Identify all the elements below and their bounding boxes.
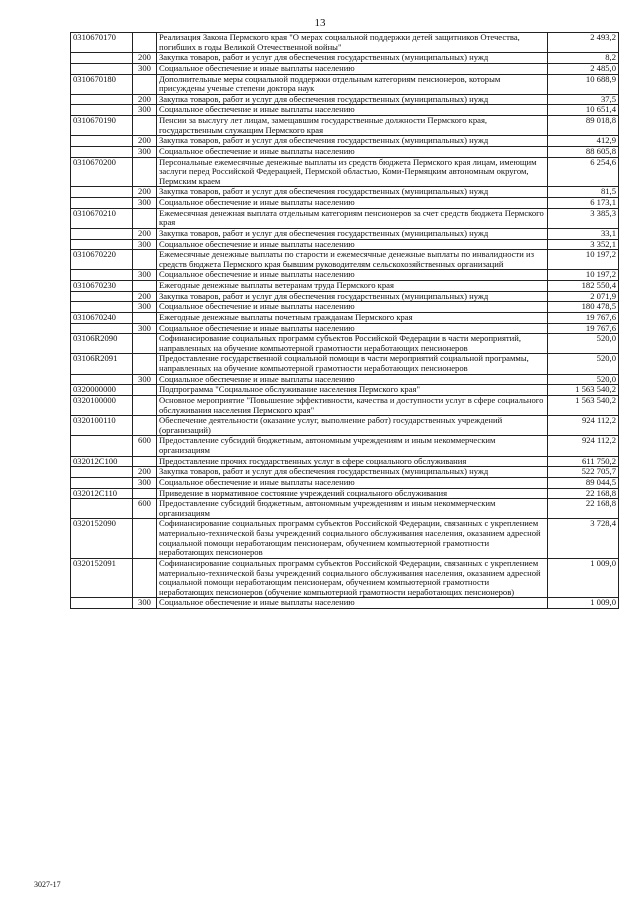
row-type-cell [133,334,157,354]
row-name-cell: Социальное обеспечение и иные выплаты населению [157,198,548,209]
row-sum-cell: 6 254,6 [548,157,619,187]
row-code-cell: 03106R2091 [71,354,133,374]
row-sum-cell: 22 168,8 [548,488,619,499]
table-row [71,456,619,467]
row-sum-cell: 10 197,2 [548,270,619,281]
row-type-cell: 300 [133,63,157,74]
row-name-cell: Предоставление субсидий бюджетным, автономным учреждениям и иным некоммерческим организациям [157,499,548,519]
row-name-cell: Софинансирование социальных программ субъектов Российской Федерации, связанных с укреплением материально-технической базы учреждений социального обслуживания населения, оказанием адресной социальной помощи неработающим пенсионерам, обучением компьютерной грамотности неработающих пенсионеров (обучение компьютерной грамотности неработающих пенсионеров) [157,558,548,598]
row-name-cell: Социальное обеспечение и иные выплаты населению [157,63,548,74]
table-row [71,281,619,292]
row-code-cell [71,499,133,519]
table-row [71,136,619,147]
table-row [71,354,619,374]
row-type-cell: 600 [133,436,157,456]
row-name-cell: Социальное обеспечение и иные выплаты населению [157,374,548,385]
row-sum-cell: 37,5 [548,94,619,105]
row-code-cell [71,323,133,334]
row-code-cell: 0310670170 [71,33,133,53]
row-sum-cell: 6 173,1 [548,198,619,209]
table-row [71,157,619,187]
row-sum-cell: 924 112,2 [548,436,619,456]
table-row [71,416,619,436]
row-type-cell [133,395,157,415]
row-name-cell: Социальное обеспечение и иные выплаты населению [157,477,548,488]
row-type-cell: 300 [133,198,157,209]
row-type-cell [133,116,157,136]
row-type-cell [133,354,157,374]
table-row [71,74,619,94]
table-row [71,63,619,74]
row-code-cell: 0310670230 [71,281,133,292]
row-type-cell: 300 [133,302,157,313]
row-name-cell: Закупка товаров, работ и услуг для обеспечения государственных (муниципальных) нужд [157,291,548,302]
row-type-cell: 300 [133,146,157,157]
row-type-cell: 200 [133,291,157,302]
row-name-cell: Социальное обеспечение и иные выплаты населению [157,239,548,250]
row-type-cell: 200 [133,228,157,239]
row-sum-cell: 3 352,1 [548,239,619,250]
row-sum-cell: 33,1 [548,228,619,239]
row-name-cell: Предоставление прочих государственных услуг в сфере социального обслуживания [157,456,548,467]
table-row [71,374,619,385]
row-type-cell [133,33,157,53]
row-code-cell: 0320152090 [71,519,133,559]
table-row [71,208,619,228]
row-type-cell: 300 [133,105,157,116]
table-row [71,467,619,478]
table-row [71,33,619,53]
page-number: 13 [314,17,326,29]
row-sum-cell: 88 605,8 [548,146,619,157]
row-type-cell: 300 [133,598,157,609]
row-type-cell: 300 [133,270,157,281]
row-type-cell: 600 [133,499,157,519]
row-sum-cell: 180 478,5 [548,302,619,313]
row-code-cell: 0310670200 [71,157,133,187]
row-name-cell: Закупка товаров, работ и услуг для обеспечения государственных (муниципальных) нужд [157,187,548,198]
row-name-cell: Закупка товаров, работ и услуг для обеспечения государственных (муниципальных) нужд [157,228,548,239]
row-code-cell [71,187,133,198]
table-row [71,312,619,323]
row-type-cell: 200 [133,53,157,64]
row-name-cell: Реализация Закона Пермского края "О мерах социальной поддержки детей защитников Отечества, погибших в годы Великой Отечественной войны" [157,33,548,53]
row-sum-cell: 1 563 540,2 [548,385,619,396]
table-row [71,598,619,609]
row-type-cell [133,250,157,270]
row-code-cell [71,477,133,488]
row-name-cell: Социальное обеспечение и иные выплаты населению [157,146,548,157]
row-sum-cell: 611 750,2 [548,456,619,467]
table-row [71,385,619,396]
row-sum-cell: 10 688,9 [548,74,619,94]
row-name-cell: Закупка товаров, работ и услуг для обеспечения государственных (муниципальных) нужд [157,53,548,64]
table-row [71,519,619,559]
row-code-cell [71,239,133,250]
row-code-cell [71,270,133,281]
row-code-cell [71,291,133,302]
row-type-cell: 300 [133,374,157,385]
row-name-cell: Приведение в нормативное состояние учреждений социального обслуживания [157,488,548,499]
row-type-cell [133,281,157,292]
row-type-cell [133,208,157,228]
row-type-cell: 300 [133,239,157,250]
row-sum-cell: 2 071,9 [548,291,619,302]
row-sum-cell: 924 112,2 [548,416,619,436]
row-sum-cell: 1 563 540,2 [548,395,619,415]
row-name-cell: Персональные ежемесячные денежные выплаты из средств бюджета Пермского края лицам, имеющим заслуги перед Российской Федерацией, Пермской областью, Коми-Пермяцким автономным округом, Пермским краем [157,157,548,187]
row-name-cell: Предоставление субсидий бюджетным, автономным учреждениям и иным некоммерческим организациям [157,436,548,456]
budget-table-body [71,33,619,609]
row-type-cell [133,385,157,396]
row-code-cell: 0310670220 [71,250,133,270]
row-name-cell: Ежемесячная денежная выплата отдельным категориям пенсионеров за счет средств бюджета Пермского края [157,208,548,228]
table-row [71,334,619,354]
row-name-cell: Софинансирование социальных программ субъектов Российской Федерации, связанных с укреплением материально-технической базы учреждений социального обслуживания населения, оказанием адресной социальной помощи неработающим пенсионерам, обучением компьютерной грамотности неработающих пенсионеров [157,519,548,559]
row-name-cell: Ежемесячные денежные выплаты по старости и ежемесячные денежные выплаты по инвалидности из средств бюджета Пермского края бывшим руководителям сельскохозяйственных организаций [157,250,548,270]
row-name-cell: Социальное обеспечение и иные выплаты населению [157,302,548,313]
table-row [71,146,619,157]
row-type-cell [133,488,157,499]
table-row [71,291,619,302]
table-row [71,53,619,64]
row-sum-cell: 412,9 [548,136,619,147]
row-code-cell: 03106R2090 [71,334,133,354]
row-sum-cell: 89 018,8 [548,116,619,136]
row-name-cell: Подпрограмма "Социальное обслуживание населения Пермского края" [157,385,548,396]
table-row [71,558,619,598]
row-sum-cell: 2 485,0 [548,63,619,74]
row-code-cell: 0310670210 [71,208,133,228]
row-type-cell: 300 [133,477,157,488]
row-code-cell: 032012С110 [71,488,133,499]
row-name-cell: Социальное обеспечение и иные выплаты населению [157,270,548,281]
row-type-cell [133,456,157,467]
table-row [71,116,619,136]
row-type-cell [133,74,157,94]
table-row [71,436,619,456]
row-type-cell: 200 [133,136,157,147]
row-code-cell: 0310670180 [71,74,133,94]
row-name-cell: Предоставление государственной социальной помощи в части мероприятий социальной программы, направленных на обучение компьютерной грамотности неработающих пенсионеров [157,354,548,374]
budget-table [70,32,619,609]
row-code-cell [71,302,133,313]
row-name-cell: Социальное обеспечение и иные выплаты населению [157,105,548,116]
row-name-cell: Социальное обеспечение и иные выплаты населению [157,323,548,334]
row-code-cell [71,146,133,157]
row-code-cell [71,228,133,239]
row-sum-cell: 3 385,3 [548,208,619,228]
row-code-cell: 0310670240 [71,312,133,323]
row-code-cell [71,94,133,105]
row-type-cell [133,519,157,559]
row-sum-cell: 1 009,0 [548,598,619,609]
row-sum-cell: 10 197,2 [548,250,619,270]
footer-code: 3027-17 [34,880,61,889]
row-code-cell [71,53,133,64]
table-row [71,187,619,198]
row-code-cell [71,63,133,74]
row-type-cell [133,157,157,187]
table-row [71,239,619,250]
row-code-cell [71,598,133,609]
table-row [71,302,619,313]
row-type-cell: 200 [133,94,157,105]
row-sum-cell: 89 044,5 [548,477,619,488]
row-name-cell: Закупка товаров, работ и услуг для обеспечения государственных (муниципальных) нужд [157,136,548,147]
row-code-cell: 032012С100 [71,456,133,467]
row-code-cell [71,136,133,147]
table-row [71,488,619,499]
table-row [71,477,619,488]
row-type-cell: 300 [133,323,157,334]
row-sum-cell: 1 009,0 [548,558,619,598]
row-sum-cell: 8,2 [548,53,619,64]
row-name-cell: Обеспечение деятельности (оказание услуг, выполнение работ) государственных учреждений (организаций) [157,416,548,436]
row-code-cell: 0320152091 [71,558,133,598]
table-row [71,323,619,334]
row-code-cell: 0320000000 [71,385,133,396]
row-type-cell [133,416,157,436]
table-row [71,94,619,105]
row-sum-cell: 182 550,4 [548,281,619,292]
table-row [71,270,619,281]
row-sum-cell: 10 651,4 [548,105,619,116]
row-sum-cell: 520,0 [548,374,619,385]
row-code-cell [71,467,133,478]
row-sum-cell: 2 493,2 [548,33,619,53]
row-type-cell [133,558,157,598]
row-sum-cell: 19 767,6 [548,312,619,323]
row-sum-cell: 520,0 [548,354,619,374]
row-name-cell: Дополнительные меры социальной поддержки отдельным категориям пенсионеров, которым присуждены ученые степени доктора наук [157,74,548,94]
row-code-cell: 0320100110 [71,416,133,436]
row-sum-cell: 81,5 [548,187,619,198]
row-type-cell: 200 [133,467,157,478]
row-type-cell [133,312,157,323]
table-row [71,228,619,239]
row-name-cell: Ежегодные денежные выплаты почетным гражданам Пермского края [157,312,548,323]
row-sum-cell: 22 168,8 [548,499,619,519]
row-sum-cell: 520,0 [548,334,619,354]
row-code-cell [71,374,133,385]
row-code-cell: 0320100000 [71,395,133,415]
table-row [71,198,619,209]
table-row [71,250,619,270]
row-code-cell: 0310670190 [71,116,133,136]
row-sum-cell: 522 705,7 [548,467,619,478]
row-type-cell: 200 [133,187,157,198]
row-name-cell: Ежегодные денежные выплаты ветеранам труда Пермского края [157,281,548,292]
row-name-cell: Пенсии за выслугу лет лицам, замещавшим государственные должности Пермского края, государственным служащим Пермского края [157,116,548,136]
row-sum-cell: 19 767,6 [548,323,619,334]
row-code-cell [71,105,133,116]
row-name-cell: Закупка товаров, работ и услуг для обеспечения государственных (муниципальных) нужд [157,467,548,478]
row-name-cell: Социальное обеспечение и иные выплаты населению [157,598,548,609]
table-row [71,395,619,415]
table-row [71,105,619,116]
table-row [71,499,619,519]
row-code-cell [71,198,133,209]
row-name-cell: Софинансирование социальных программ субъектов Российской Федерации в части мероприятий, направленных на обучение компьютерной грамотности неработающих пенсионеров [157,334,548,354]
row-name-cell: Закупка товаров, работ и услуг для обеспечения государственных (муниципальных) нужд [157,94,548,105]
row-code-cell [71,436,133,456]
row-name-cell: Основное мероприятие "Повышение эффективности, качества и доступности услуг в сфере социального обслуживания населения Пермского края" [157,395,548,415]
row-sum-cell: 3 728,4 [548,519,619,559]
